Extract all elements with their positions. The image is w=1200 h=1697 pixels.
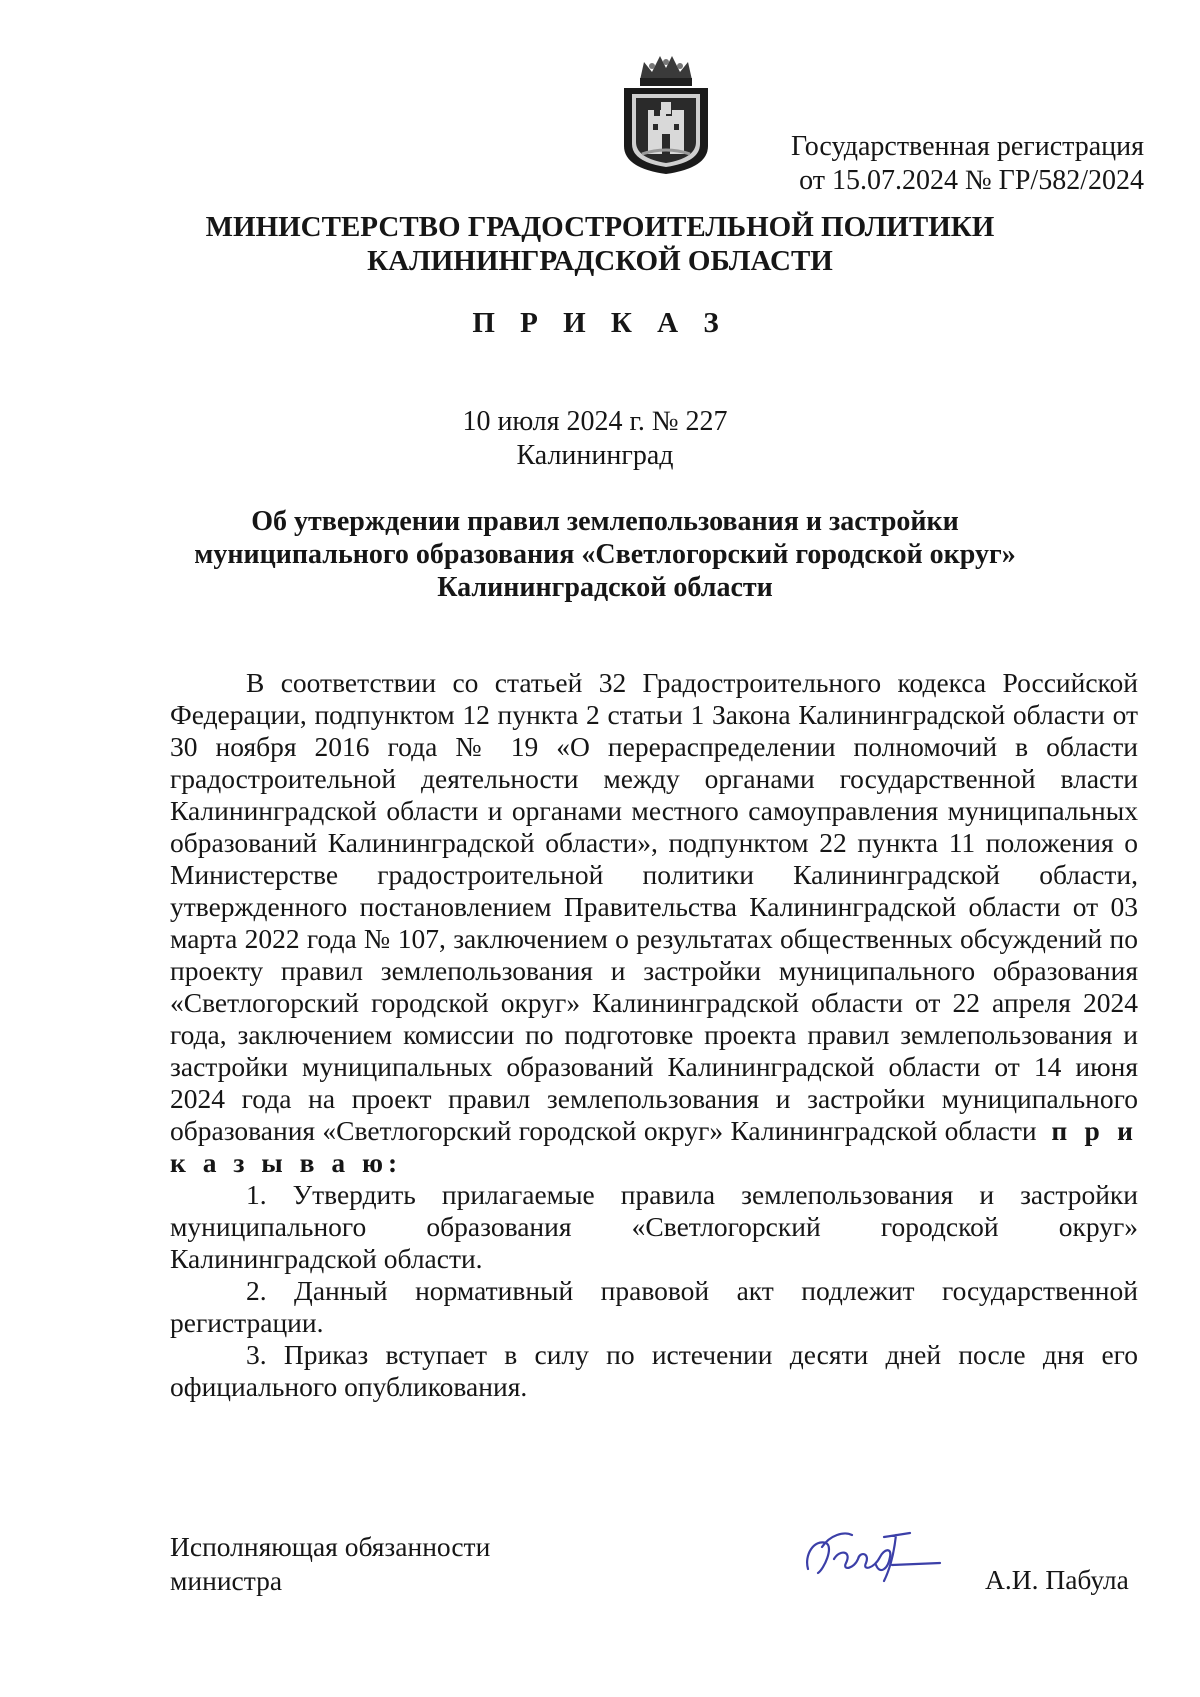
signatory-position-line-2: министра [170, 1565, 283, 1596]
preamble-paragraph [170, 667, 1138, 1179]
order-word: п р и к а з ы в а ю: [170, 1115, 1138, 1178]
registration-number: от 15.07.2024 № ГР/582/2024 [799, 165, 1144, 196]
ministry-heading [80, 210, 1120, 278]
order-item-3: 3. Приказ вступает в силу по истечении десяти дней после дня его официального опубликования. [170, 1339, 1138, 1402]
registration-block [700, 130, 1144, 198]
order-body [170, 667, 1138, 1403]
order-subject [180, 505, 1030, 604]
registration-label: Государственная регистрация [791, 131, 1144, 162]
handwritten-signature [800, 1525, 950, 1585]
signatory-position-line-1: Исполняющая обязанности [170, 1531, 491, 1562]
ministry-line-1: МИНИСТЕРСТВО ГРАДОСТРОИТЕЛЬНОЙ ПОЛИТИКИ [205, 211, 995, 243]
order-item-1: 1. Утвердить прилагаемые правила землепользования и застройки муниципального образования «Светлогорский городской округ» Калининградской области. [170, 1179, 1138, 1274]
signatory-name: А.И. Пабула [985, 1564, 1129, 1595]
order-city: Калининград [516, 440, 674, 471]
subject-line-2: муниципального образования «Светлогорский городской округ» [194, 539, 1016, 570]
ministry-line-2: КАЛИНИНГРАДСКОЙ ОБЛАСТИ [367, 245, 833, 277]
subject-line-3: Калининградской области [437, 572, 773, 603]
signatory-position [170, 1530, 490, 1598]
order-date-number: 10 июля 2024 г. № 227 [462, 406, 728, 437]
subject-line-1: Об утверждении правил землепользования и застройки [251, 506, 959, 537]
order-item-2: 2. Данный нормативный правовой акт подлежит государственной регистрации. [170, 1275, 1138, 1338]
document-type: П Р И К А З [472, 307, 728, 339]
date-number-block [80, 405, 1110, 473]
preamble-text: В соответствии со статьей 32 Градостроительного кодекса Российской Федерации, подпунктом 12 пункта 2 статьи 1 Закона Калининградской области от 30 ноября 2016 года № 19 «О перераспределении полномочий в области градостроительной деятельности между органами государственной власти Калининградской области и органами местного самоуправления муниципальных образований Калининградской области», подпунктом 22 пункта 11 положения о Министерстве градостроительной политики Калининградской области, утвержденного постановлением Правительства Калининградской области от 03 марта 2022 года № 107, заключением о результатах общественных обсуждений по проекту правил землепользования и застройки муниципального образования «Светлогорский городской округ» Калининградской области от 22 апреля 2024 года, заключением комиссии по подготовке проекта правил землепользования и застройки муниципальных образований Калининградской области от 14 июня 2024 года на проект правил землепользования и застройки муниципального образования «Светлогорский городской округ» Калининградской области [170, 667, 1138, 1146]
